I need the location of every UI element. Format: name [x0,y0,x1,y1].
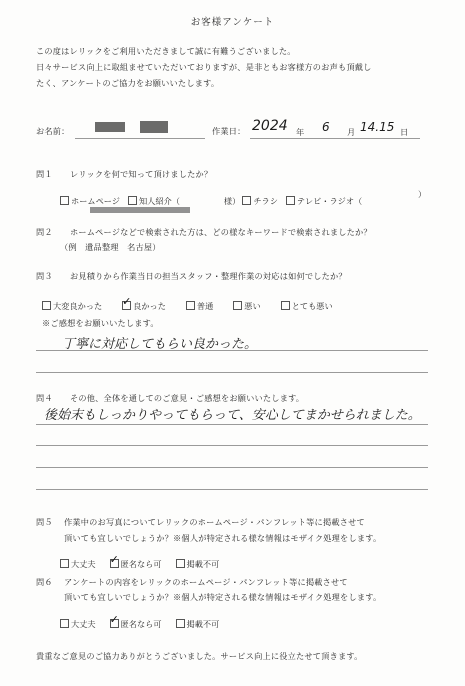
q2-number: 問２ [36,227,53,237]
q5-option-anonymous[interactable]: ✓ 匿名なら可 [110,559,162,570]
checkbox-icon[interactable] [233,301,242,310]
page-title: お客様アンケート [190,17,275,28]
name-label: お名前： [36,126,70,136]
checkbox-icon[interactable] [176,559,185,568]
q6-option-no[interactable]: 掲載不可 [176,619,220,630]
q3-comment-line-2 [36,372,428,373]
q3-option-average[interactable]: 普通 [186,301,213,312]
q3-question: お見積りから作業当日の担当スタッフ・整理作業の対応は如何でしたか？ [70,271,347,281]
q5-question-2: 頂いても宜しいでしょうか？※個人が特定される様な情報はモザイク処理をします。 [64,533,382,543]
q6-question-2: 頂いても宜しいでしょうか？※個人が特定される様な情報はモザイク処理をします。 [64,592,382,602]
checkbox-icon[interactable] [60,619,69,628]
checkbox-icon[interactable] [286,196,295,205]
q3-comment-handwritten: 丁寧に対応してもらい良かった。 [62,337,258,352]
footer-thanks: 貴重なご意見のご協力ありがとうございました。サービス向上に役立たせて頂きます。 [36,651,363,661]
checkbox-icon[interactable] [176,619,185,628]
date-label: 作業日： [212,126,246,136]
q1-options [60,189,370,208]
q4-comment-line-2 [36,445,428,446]
q3-option-good[interactable]: ✓ 良かった [122,301,166,312]
q1-option-homepage[interactable]: ホームページ [60,196,120,207]
q4-comment-handwritten: 後始末もしっかりやってもらって、安心してまかせられました。 [44,408,421,423]
intro-line-1: この度はレリックをご利用いただきまして誠に有難うございました。 [36,46,296,56]
name-redaction-2 [140,121,168,133]
q4-comment-line-3 [36,467,428,468]
q1-number: 問１ [36,169,53,179]
q5-options [60,552,227,571]
q3-option-very-good[interactable]: 大変良かった [42,301,102,312]
q1-option-referral[interactable]: 知人紹介（ [128,196,180,207]
checkbox-icon[interactable] [42,301,51,310]
date-year-unit: 年 [296,127,305,137]
q1-question: レリックを何で知って頂けましたか？ [70,169,213,179]
checkbox-icon[interactable] [242,196,251,205]
intro-line-3: たく、アンケートのご協力をお願いいたします。 [36,78,220,88]
checkbox-checked-icon[interactable] [110,619,119,628]
date-month-unit: 月 [347,127,356,137]
date-month-value: 6 [322,120,330,134]
checkbox-icon[interactable] [60,196,69,205]
q3-comment-line-1 [36,350,428,351]
checkbox-icon[interactable] [186,301,195,310]
q5-question: 作業中のお写真についてレリックのホームページ・パンフレット等に掲載させて [64,517,365,527]
q1-close-paren: ） [418,189,427,199]
q4-number: 問４ [36,393,53,403]
q4-comment-line-1 [36,424,428,425]
q6-number: 問６ [36,577,53,587]
q4-question: その他、全体を通してのご意見・ご感想をお願いいたします。 [70,393,305,403]
name-redaction-1 [95,122,125,132]
q5-number: 問５ [36,517,53,527]
q1-option-flyer[interactable]: チラシ [242,196,278,207]
intro-line-2: 日々サービス向上に取組ませていただいておりますが、是非ともお客様方のお声も頂戴し [36,62,372,72]
q6-question: アンケートの内容をレリックのホームページ・パンフレット等に掲載させて [64,577,348,587]
date-day-unit: 日 [400,127,409,137]
name-underline [75,138,205,139]
checkbox-checked-icon[interactable] [110,559,119,568]
q1-option-referral-suffix: 様） [223,196,241,206]
q1-option-tv-radio[interactable]: テレビ・ラジオ（ [286,196,362,207]
q3-number: 問３ [36,271,53,281]
q3-options [42,294,341,313]
q1-redaction [90,207,190,213]
q5-option-no[interactable]: 掲載不可 [176,559,220,570]
q3-option-very-bad[interactable]: とても悪い [281,301,333,312]
checkbox-icon[interactable] [281,301,290,310]
date-underline [250,138,420,139]
q4-comment-line-4 [36,489,428,490]
checkbox-checked-icon[interactable] [122,301,131,310]
q2-question: ホームページなどで検索された方は、どの様なキーワードで検索されましたか？ [70,227,372,237]
checkbox-icon[interactable] [128,196,137,205]
q3-comment-prompt: ※ご感想をお願いいたします。 [42,318,159,328]
q5-option-ok[interactable]: 大丈夫 [60,559,96,570]
q6-options [60,612,227,631]
q6-option-anonymous[interactable]: ✓ 匿名なら可 [110,619,162,630]
q2-example: （例 遺品整理 名古屋） [60,242,161,252]
date-day-value: 14.15 [360,120,395,134]
date-year-value: 2024 [252,118,288,134]
q3-option-bad[interactable]: 悪い [233,301,260,312]
q6-option-ok[interactable]: 大丈夫 [60,619,96,630]
checkbox-icon[interactable] [60,559,69,568]
